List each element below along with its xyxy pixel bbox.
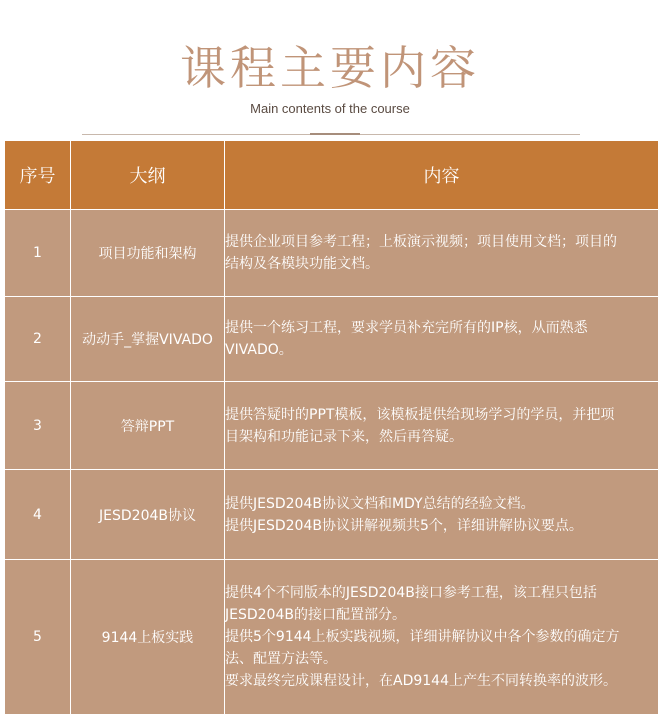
table-header-row <box>5 141 659 210</box>
content-line: 提供JESD204B协议讲解视频共5个，详细讲解协议要点。 <box>225 517 583 534</box>
content-line: 提供一个练习工程，要求学员补充完所有的IP核，从而熟悉 <box>225 320 588 336</box>
row-outline: 答辩PPT <box>71 382 225 470</box>
divider-accent <box>310 133 360 135</box>
row-outline: 9144上板实践 <box>71 560 225 715</box>
page-subtitle: Main contents of the course <box>250 101 410 116</box>
content-line: 提供5个9144上板实践视频，详细讲解协议中各个参数的确定方 <box>225 629 620 645</box>
table-row <box>5 297 659 382</box>
row-outline: 动动手_掌握VIVADO <box>71 297 225 382</box>
row-content <box>225 470 659 560</box>
header-content: 内容 <box>225 141 659 210</box>
content-line: 目架构和功能记录下来，然后再答疑。 <box>225 428 463 445</box>
row-content <box>225 297 659 382</box>
row-content <box>225 210 659 297</box>
row-number: 5 <box>5 560 71 715</box>
table-row <box>5 382 659 470</box>
row-number: 1 <box>5 210 71 297</box>
content-line: 提供企业项目参考工程；上板演示视频；项目使用文档；项目的 <box>225 234 617 250</box>
course-content-table <box>4 140 659 715</box>
row-content <box>225 382 659 470</box>
row-number: 3 <box>5 382 71 470</box>
table-row <box>5 560 659 715</box>
header-outline: 大纲 <box>71 141 225 210</box>
content-line: VIVADO。 <box>225 342 293 358</box>
content-line: 提供4个不同版本的JESD204B接口参考工程，该工程只包括 <box>225 585 597 601</box>
header-number: 序号 <box>5 141 71 210</box>
table-row <box>5 210 659 297</box>
row-outline: JESD204B协议 <box>71 470 225 560</box>
content-line: 提供答疑时的PPT模板，该模板提供给现场学习的学员，并把项 <box>225 406 615 423</box>
content-line: JESD204B的接口配置部分。 <box>225 607 406 623</box>
page-title: 课程主要内容 <box>180 41 480 95</box>
content-line: 提供JESD204B协议文档和MDY总结的经验文档。 <box>225 495 535 512</box>
row-number: 4 <box>5 470 71 560</box>
content-line: 法、配置方法等。 <box>225 651 337 667</box>
row-content <box>225 560 659 715</box>
table-row <box>5 470 659 560</box>
content-line: 结构及各模块功能文档。 <box>225 256 379 272</box>
row-outline: 项目功能和架构 <box>71 210 225 297</box>
content-line: 要求最终完成课程设计，在AD9144上产生不同转换率的波形。 <box>225 673 617 689</box>
row-number: 2 <box>5 297 71 382</box>
